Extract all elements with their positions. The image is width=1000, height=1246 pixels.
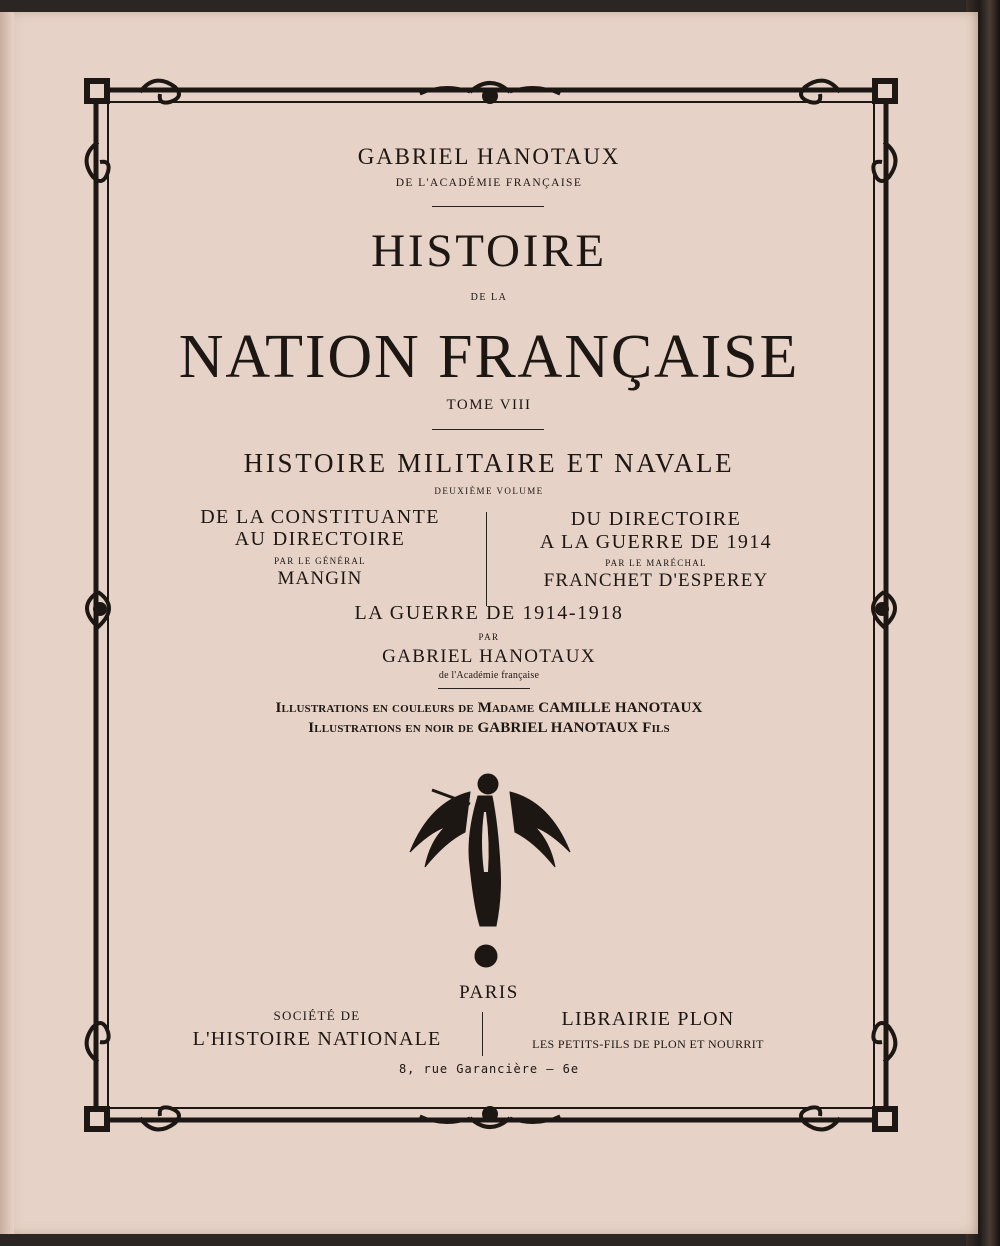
war-author: GABRIEL HANOTAUX [382,646,596,667]
subject-title: HISTOIRE MILITAIRE ET NAVALE [243,448,735,478]
main-title-line2: NATION FRANÇAISE [178,323,800,391]
right-col-line1: DU DIRECTOIRE [570,508,742,530]
right-col-line2: A LA GUERRE DE 1914 [539,531,773,553]
angel-vignette [410,774,570,967]
illustrations-color-credit: Illustrations en couleurs de Madame CAMILLE HANOTAUX [275,700,703,716]
left-col-line1: DE LA CONSTITUANTE [200,506,440,528]
volume-label: DEUXIÈME VOLUME [434,486,544,496]
author-affiliation: DE L'ACADÉMIE FRANÇAISE [395,177,583,189]
left-column [160,506,480,590]
right-col-par: PAR LE MARÉCHAL [605,558,707,568]
war-author-affiliation: de l'Académie française [438,670,540,681]
imprint-address: 8, rue Garancière — 6e [398,1062,580,1076]
title-connector: DE LA [470,292,508,303]
illustrations-black-credit: Illustrations en noir de GABRIEL HANOTAUX Fils [308,720,670,736]
left-col-author: MANGIN [277,568,363,589]
divider-rule [432,206,544,207]
imprint-right-line2: LES PETITS-FILS DE PLON ET NOURRIT [532,1037,764,1051]
imprint-left-line2: L'HISTOIRE NATIONALE [192,1028,442,1050]
left-col-par: PAR LE GÉNÉRAL [274,556,366,566]
imprint-divider [482,1012,483,1056]
war-title: LA GUERRE DE 1914-1918 [354,602,624,624]
right-col-author: FRANCHET D'ESPEREY [543,570,769,591]
right-column [496,508,816,592]
tome-number: TOME VIII [446,397,532,413]
title-page [0,12,978,1234]
imprint-left-line1: SOCIÉTÉ DE [273,1008,361,1023]
left-col-line2: AU DIRECTOIRE [234,528,406,550]
imprint-right-line1: LIBRAIRIE PLON [561,1008,735,1030]
war-par: PAR [478,632,500,642]
imprint-left [152,1008,482,1051]
main-title-line1: HISTOIRE [371,225,607,277]
divider-rule [432,429,544,430]
imprint-right [490,1008,806,1052]
imprint-city: PARIS [459,982,519,1003]
divider-rule [438,688,530,689]
column-divider [486,512,487,606]
author-name: GABRIEL HANOTAUX [357,144,621,169]
